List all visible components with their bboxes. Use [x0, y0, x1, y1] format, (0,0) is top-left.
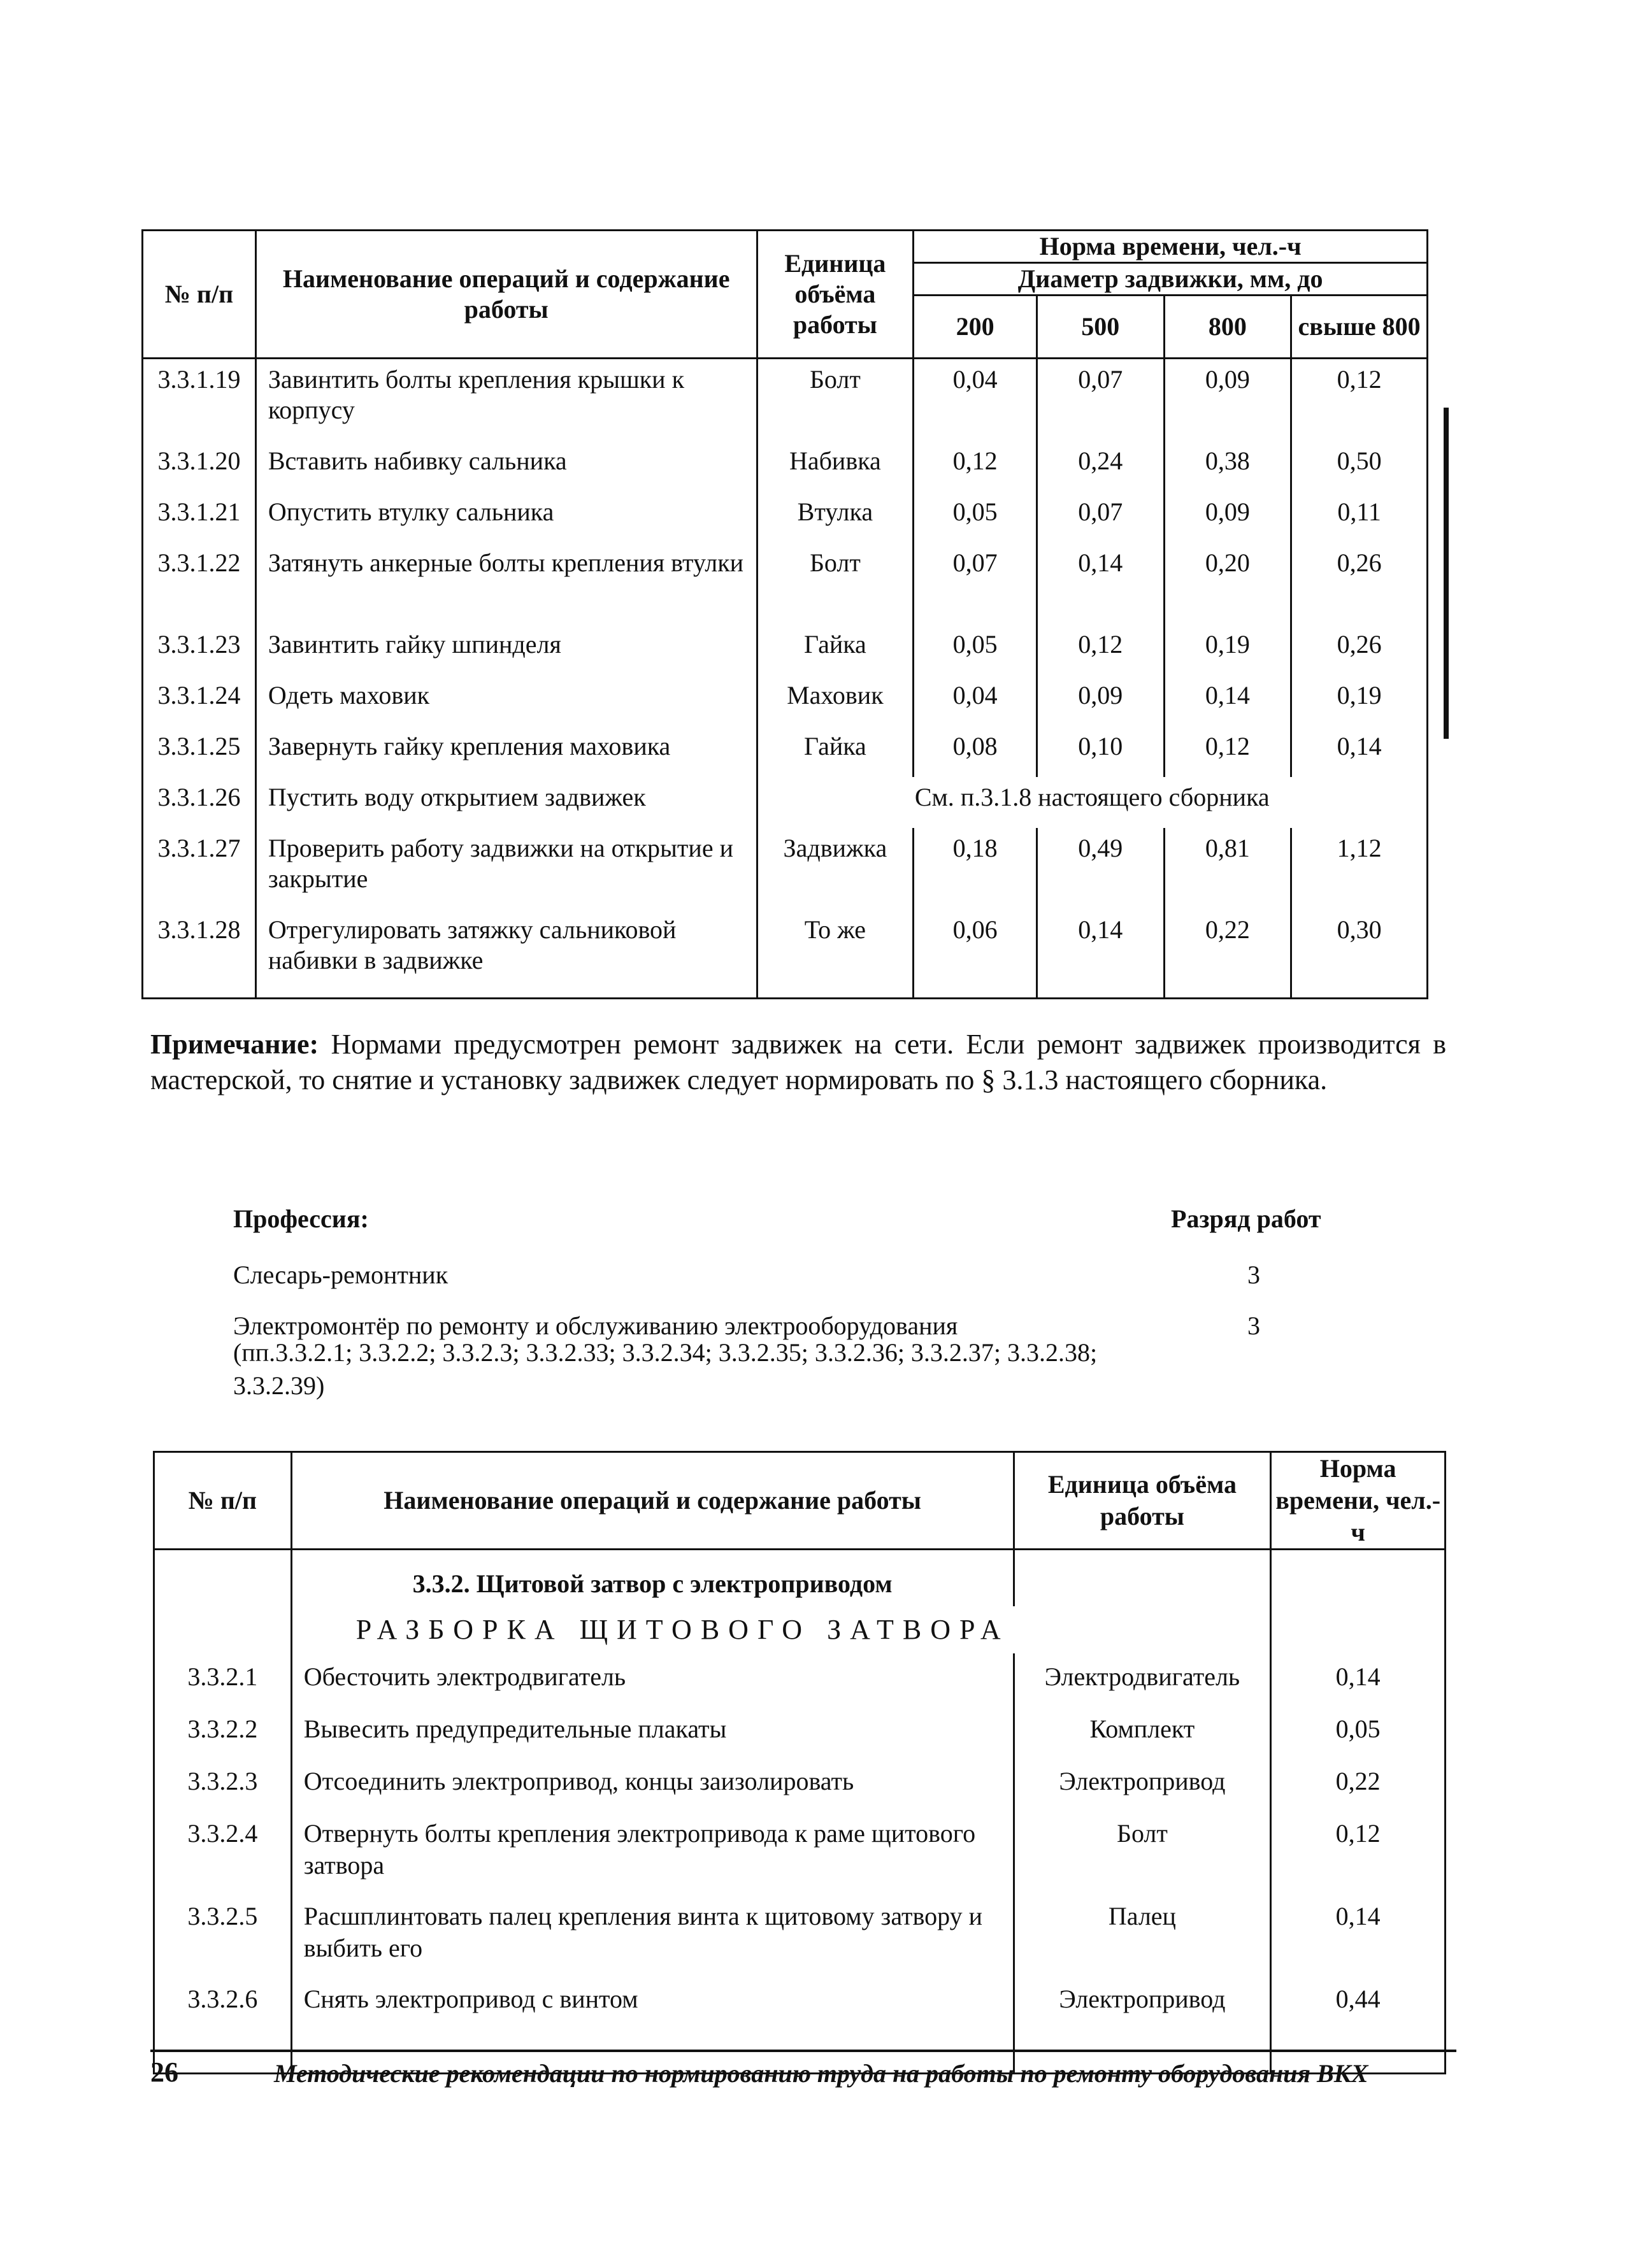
row-num: 3.3.1.26: [143, 777, 256, 828]
row-name: Отрегулировать затяжку сальниковой набивки в задвижке: [255, 909, 757, 999]
row-num: 3.3.2.3: [154, 1758, 292, 1810]
row-v500: 0,14: [1037, 543, 1164, 624]
row-unit: Электродвигатель: [1014, 1653, 1271, 1706]
row-name: Расшплинтовать палец крепления винта к щитовому затвору и выбить его: [291, 1893, 1014, 1976]
header-unit: Единица объёма работы: [1014, 1452, 1271, 1550]
row-vover: 0,14: [1291, 726, 1428, 777]
row-v200: 0,04: [914, 675, 1037, 726]
row-name: Отвернуть болты крепления электропривода к раме щитового затвора: [291, 1810, 1014, 1893]
grade-label: Разряд работ: [1171, 1204, 1321, 1233]
row-v200: 0,18: [914, 828, 1037, 909]
header-norm: Норма времени, чел.-ч: [1271, 1452, 1446, 1550]
profession-name: Электромонтёр по ремонту и обслуживанию электрооборудования: [233, 1311, 958, 1340]
row-unit: То же: [757, 909, 914, 999]
table-row: [143, 359, 1428, 441]
row-v800: 0,38: [1164, 441, 1291, 492]
row-num: 3.3.1.20: [143, 441, 256, 492]
running-footer-title: Методические рекомендации по нормированию труда на работы по ремонту оборудования ВКХ: [274, 2059, 1368, 2088]
row-v500: 0,09: [1037, 675, 1164, 726]
row-unit: Электропривод: [1014, 1758, 1271, 1810]
row-unit: Болт: [757, 543, 914, 624]
profession-grade: 3: [1247, 1311, 1260, 1340]
norms-table-gate: [153, 1451, 1446, 2074]
header-num: № п/п: [154, 1452, 292, 1550]
row-span-note: См. п.3.1.8 настоящего сборника: [757, 777, 1428, 828]
norms-table-valves: [141, 229, 1428, 999]
row-v500: 0,14: [1037, 909, 1164, 999]
row-v500: 0,07: [1037, 492, 1164, 543]
profession-name: Слесарь-ремонтник: [233, 1260, 449, 1289]
row-unit: Болт: [757, 359, 914, 441]
table-row: [143, 726, 1428, 777]
table-row: [154, 1758, 1446, 1810]
table-row: [154, 1893, 1446, 1976]
row-v200: 0,05: [914, 624, 1037, 675]
row-num: 3.3.2.4: [154, 1810, 292, 1893]
row-v800: 0,09: [1164, 492, 1291, 543]
row-v800: 0,20: [1164, 543, 1291, 624]
row-name: Проверить работу задвижки на открытие и закрытие: [255, 828, 757, 909]
header-d200: 200: [914, 296, 1037, 359]
row-unit: Комплект: [1014, 1706, 1271, 1758]
row-v500: 0,10: [1037, 726, 1164, 777]
profession-codes: (пп.3.3.2.1; 3.3.2.2; 3.3.2.3; 3.3.2.33; 3.3.2.34; 3.3.2.35; 3.3.2.36; 3.3.2.37; 3.3.2.38; 3.3.2.39): [233, 1338, 1098, 1400]
row-unit: Задвижка: [757, 828, 914, 909]
table-row: [143, 492, 1428, 543]
row-num: 3.3.1.24: [143, 675, 256, 726]
row-vover: 0,26: [1291, 624, 1428, 675]
row-name: Одеть маховик: [255, 675, 757, 726]
row-v800: 0,19: [1164, 624, 1291, 675]
row-v500: 0,24: [1037, 441, 1164, 492]
row-num: 3.3.2.2: [154, 1706, 292, 1758]
section-title: 3.3.2. Щитовой затвор с электроприводом: [291, 1550, 1014, 1607]
row-vover: 0,19: [1291, 675, 1428, 726]
row-name: Пустить воду открытием задвижек: [255, 777, 757, 828]
row-v200: 0,07: [914, 543, 1037, 624]
row-unit: Маховик: [757, 675, 914, 726]
row-num: 3.3.1.21: [143, 492, 256, 543]
header-unit: Единица объёма работы: [757, 231, 914, 359]
row-v800: 0,14: [1164, 675, 1291, 726]
row-num: 3.3.2.5: [154, 1893, 292, 1976]
row-num: 3.3.1.19: [143, 359, 256, 441]
row-v500: 0,07: [1037, 359, 1164, 441]
profession-grade: 3: [1247, 1260, 1260, 1289]
row-vover: 0,30: [1291, 909, 1428, 999]
row-num: 3.3.2.1: [154, 1653, 292, 1706]
row-v800: 0,12: [1164, 726, 1291, 777]
row-unit: Набивка: [757, 441, 914, 492]
table-row: [154, 1653, 1446, 1706]
row-name: Завинтить болты крепления крышки к корпусу: [255, 359, 757, 441]
row-v200: 0,08: [914, 726, 1037, 777]
row-norm: 0,14: [1271, 1893, 1446, 1976]
header-d500: 500: [1037, 296, 1164, 359]
table-row: [143, 441, 1428, 492]
row-unit: Втулка: [757, 492, 914, 543]
row-norm: 0,44: [1271, 1976, 1446, 2074]
header-num: № п/п: [143, 231, 256, 359]
table-row: [143, 624, 1428, 675]
page-number: 26: [150, 2057, 178, 2088]
row-vover: 0,26: [1291, 543, 1428, 624]
row-name: Завинтить гайку шпинделя: [255, 624, 757, 675]
row-name: Снять электропривод с винтом: [291, 1976, 1014, 2074]
row-v200: 0,06: [914, 909, 1037, 999]
row-vover: 0,11: [1291, 492, 1428, 543]
row-norm: 0,05: [1271, 1706, 1446, 1758]
section-row: [154, 1550, 1446, 1607]
row-norm: 0,14: [1271, 1653, 1446, 1706]
table-row: [143, 777, 1428, 828]
row-unit: Гайка: [757, 726, 914, 777]
row-name: Вывесить предупредительные плакаты: [291, 1706, 1014, 1758]
row-num: 3.3.1.27: [143, 828, 256, 909]
row-norm: 0,22: [1271, 1758, 1446, 1810]
header-d800: 800: [1164, 296, 1291, 359]
note-label: Примечание:: [150, 1029, 319, 1060]
table-row: [143, 828, 1428, 909]
row-unit: Палец: [1014, 1893, 1271, 1976]
row-num: 3.3.2.6: [154, 1976, 292, 2074]
note-paragraph: [150, 1027, 1446, 1098]
row-name: Затянуть анкерные болты крепления втулки: [255, 543, 757, 624]
row-name: Завернуть гайку крепления маховика: [255, 726, 757, 777]
row-v500: 0,49: [1037, 828, 1164, 909]
row-unit: Гайка: [757, 624, 914, 675]
scan-artifact: [1444, 408, 1449, 739]
row-name: Опустить втулку сальника: [255, 492, 757, 543]
row-num: 3.3.1.25: [143, 726, 256, 777]
profession-label: Профессия:: [233, 1204, 369, 1233]
row-v200: 0,04: [914, 359, 1037, 441]
row-norm: 0,12: [1271, 1810, 1446, 1893]
row-name: Вставить набивку сальника: [255, 441, 757, 492]
row-v800: 0,81: [1164, 828, 1291, 909]
row-name: Отсоединить электропривод, концы заизолировать: [291, 1758, 1014, 1810]
header-dover: свыше 800: [1291, 296, 1428, 359]
table-row: [143, 909, 1428, 999]
row-vover: 1,12: [1291, 828, 1428, 909]
row-v800: 0,09: [1164, 359, 1291, 441]
table-row: [154, 1810, 1446, 1893]
row-num: 3.3.1.28: [143, 909, 256, 999]
table-row: [143, 543, 1428, 624]
section-sub-row: [154, 1606, 1446, 1653]
row-name: Обесточить электродвигатель: [291, 1653, 1014, 1706]
table-row: [154, 1706, 1446, 1758]
note-text: Нормами предусмотрен ремонт задвижек на сети. Если ремонт задвижек производится в мастерской, то снятие и установку задвижек следует нормировать по § 3.1.3 настоящего сборника.: [150, 1029, 1446, 1095]
row-unit: Болт: [1014, 1810, 1271, 1893]
section-subtitle: РАЗБОРКА ЩИТОВОГО ЗАТВОРА: [291, 1606, 1271, 1653]
row-num: 3.3.1.22: [143, 543, 256, 624]
row-v200: 0,12: [914, 441, 1037, 492]
row-unit: Электропривод: [1014, 1976, 1271, 2074]
table-row: [143, 675, 1428, 726]
header-name: Наименование операций и содержание работы: [291, 1452, 1014, 1550]
row-v500: 0,12: [1037, 624, 1164, 675]
footer-divider: [150, 2050, 1456, 2052]
header-diameter: Диаметр задвижки, мм, до: [914, 263, 1428, 296]
row-vover: 0,50: [1291, 441, 1428, 492]
row-v800: 0,22: [1164, 909, 1291, 999]
header-norm: Норма времени, чел.-ч: [914, 231, 1428, 263]
row-v200: 0,05: [914, 492, 1037, 543]
row-num: 3.3.1.23: [143, 624, 256, 675]
header-name: Наименование операций и содержание работы: [255, 231, 757, 359]
row-vover: 0,12: [1291, 359, 1428, 441]
